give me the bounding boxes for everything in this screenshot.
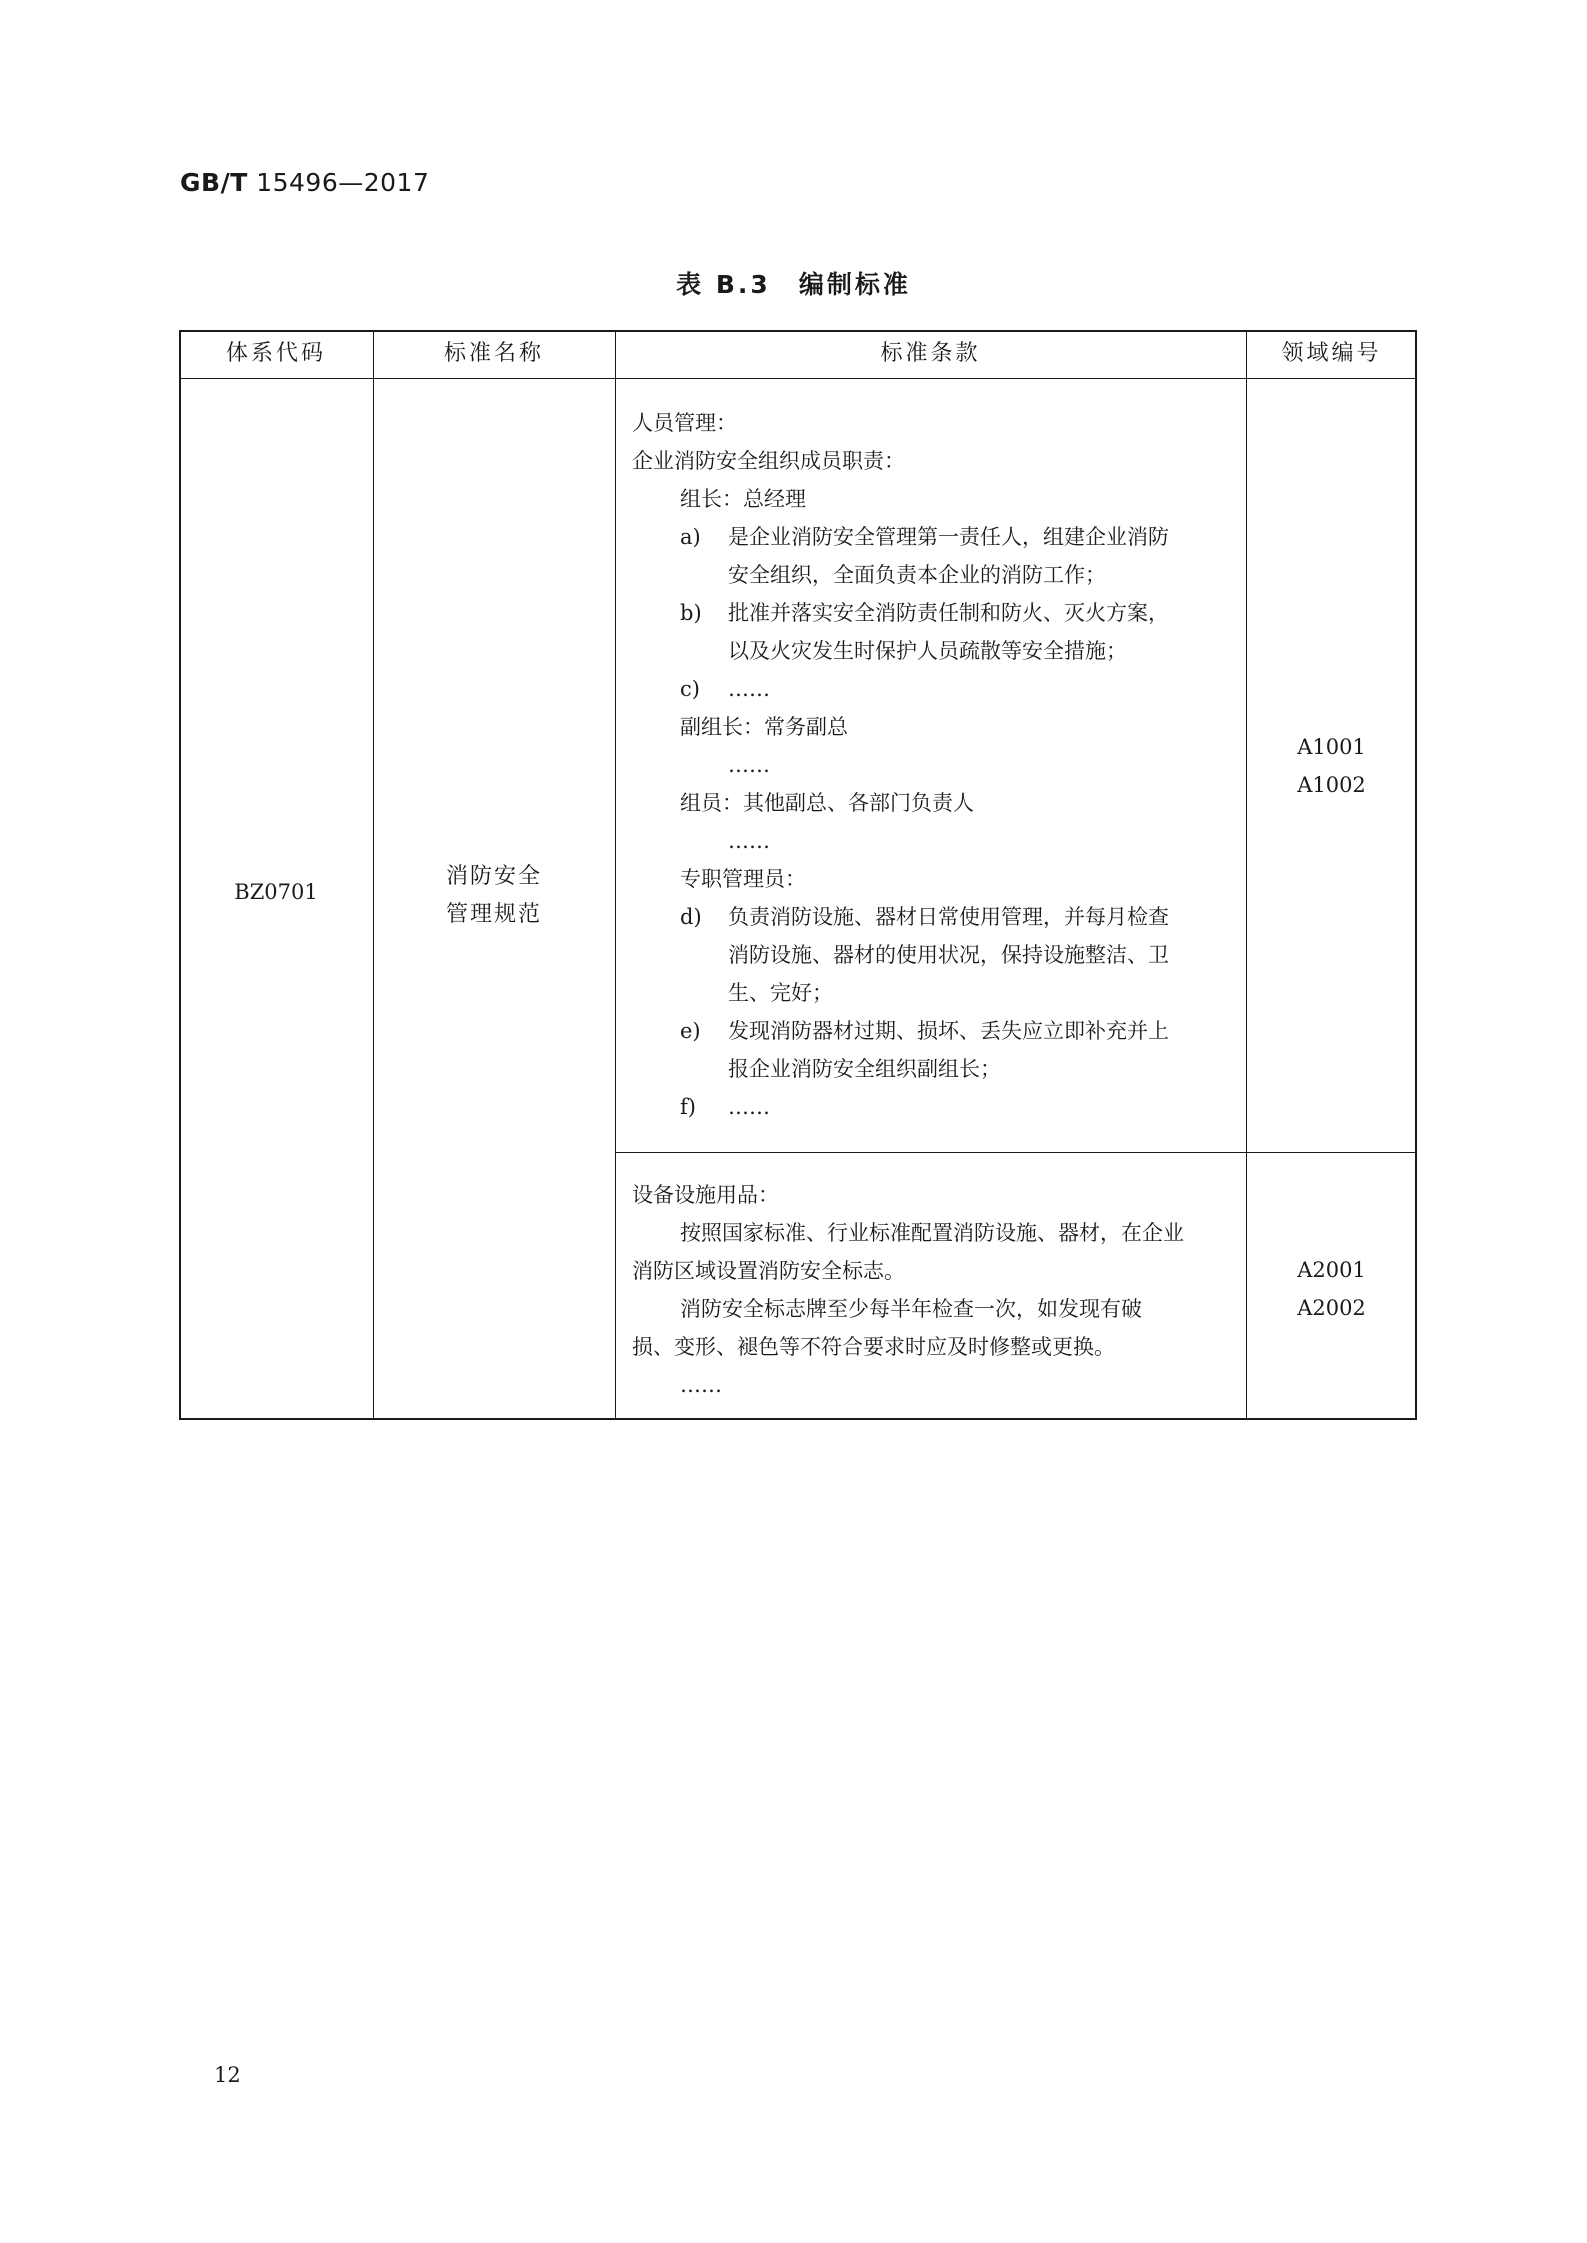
clause-line: 组员：其他副总、各部门负责人 — [680, 791, 974, 815]
standard-code — [180, 168, 429, 197]
standard-name-cell — [373, 858, 615, 934]
clause-line: 报企业消防安全组织副组长； — [728, 1057, 1001, 1081]
clause-line: d) 负责消防设施、器材日常使用管理，并每月检查 — [632, 898, 1232, 936]
clause-line: 生、完好； — [728, 981, 833, 1005]
clause-line: c) …… — [632, 670, 1232, 708]
clause-line: a) 是企业消防安全管理第一责任人，组建企业消防 — [632, 518, 1232, 556]
clause-line: 消防设施、器材的使用状况，保持设施整洁、卫 — [728, 943, 1169, 967]
item-label: a) — [680, 525, 701, 549]
clause-line: f) …… — [632, 1088, 1232, 1126]
clause-line: 以及火灾发生时保护人员疏散等安全措施； — [728, 639, 1127, 663]
clause-line: 按照国家标准、行业标准配置消防设施、器材，在企业 — [680, 1221, 1184, 1245]
column-header-code: 体系代码 — [225, 341, 326, 366]
clause-line: 消防区域设置消防安全标志。 — [632, 1259, 905, 1283]
domain-code: A2001 — [1297, 1258, 1366, 1282]
item-label: e) — [680, 1019, 701, 1043]
clause-line: b) 批准并落实安全消防责任制和防火、灭火方案， — [632, 594, 1232, 632]
domain-codes-personnel — [1246, 728, 1417, 804]
section-divider — [615, 1152, 1417, 1153]
clause-line: e) 发现消防器材过期、损坏、丢失应立即补充并上 — [632, 1012, 1232, 1050]
domain-code: A1001 — [1297, 735, 1366, 759]
clause-line: …… — [728, 829, 770, 853]
page-number: 12 — [214, 2063, 241, 2087]
standard-name-line: 消防安全 — [445, 864, 542, 889]
column-divider — [615, 330, 616, 1420]
system-code-cell: BZ0701 — [234, 880, 318, 904]
column-header-name: 标准名称 — [443, 341, 544, 366]
header-divider — [179, 378, 1417, 379]
clause-line: 安全组织，全面负责本企业的消防工作； — [728, 563, 1106, 587]
clause-line: 人员管理： — [632, 411, 737, 435]
item-label: d) — [680, 905, 702, 929]
clause-line: 设备设施用品： — [632, 1183, 779, 1207]
standard-name-line: 管理规范 — [445, 902, 542, 927]
item-label: c) — [680, 677, 700, 701]
table-title: 表 B.3 编制标准 — [676, 270, 911, 299]
clause-line: 副组长：常务副总 — [680, 715, 848, 739]
clause-line: …… — [728, 753, 770, 777]
clause-line: 消防安全标志牌至少每半年检查一次，如发现有破 — [680, 1297, 1142, 1321]
clause-line: 损、变形、褪色等不符合要求时应及时修整或更换。 — [632, 1335, 1115, 1359]
clause-line: 专职管理员： — [680, 867, 806, 891]
domain-codes-equipment — [1246, 1251, 1417, 1327]
domain-code: A2002 — [1297, 1296, 1366, 1320]
clause-section-equipment — [632, 1176, 1232, 1404]
item-label: f) — [680, 1095, 696, 1119]
clause-section-personnel — [632, 404, 1232, 1126]
standard-number: 15496—2017 — [256, 168, 430, 197]
domain-code: A1002 — [1297, 773, 1366, 797]
column-header-clause: 标准条款 — [880, 341, 981, 366]
item-label: b) — [680, 601, 702, 625]
clause-line: 企业消防安全组织成员职责： — [632, 449, 905, 473]
clause-line: …… — [680, 1373, 722, 1397]
standard-prefix: GB/T — [180, 168, 248, 197]
clause-line: 组长：总经理 — [680, 487, 806, 511]
column-header-domain: 领域编号 — [1281, 341, 1382, 366]
